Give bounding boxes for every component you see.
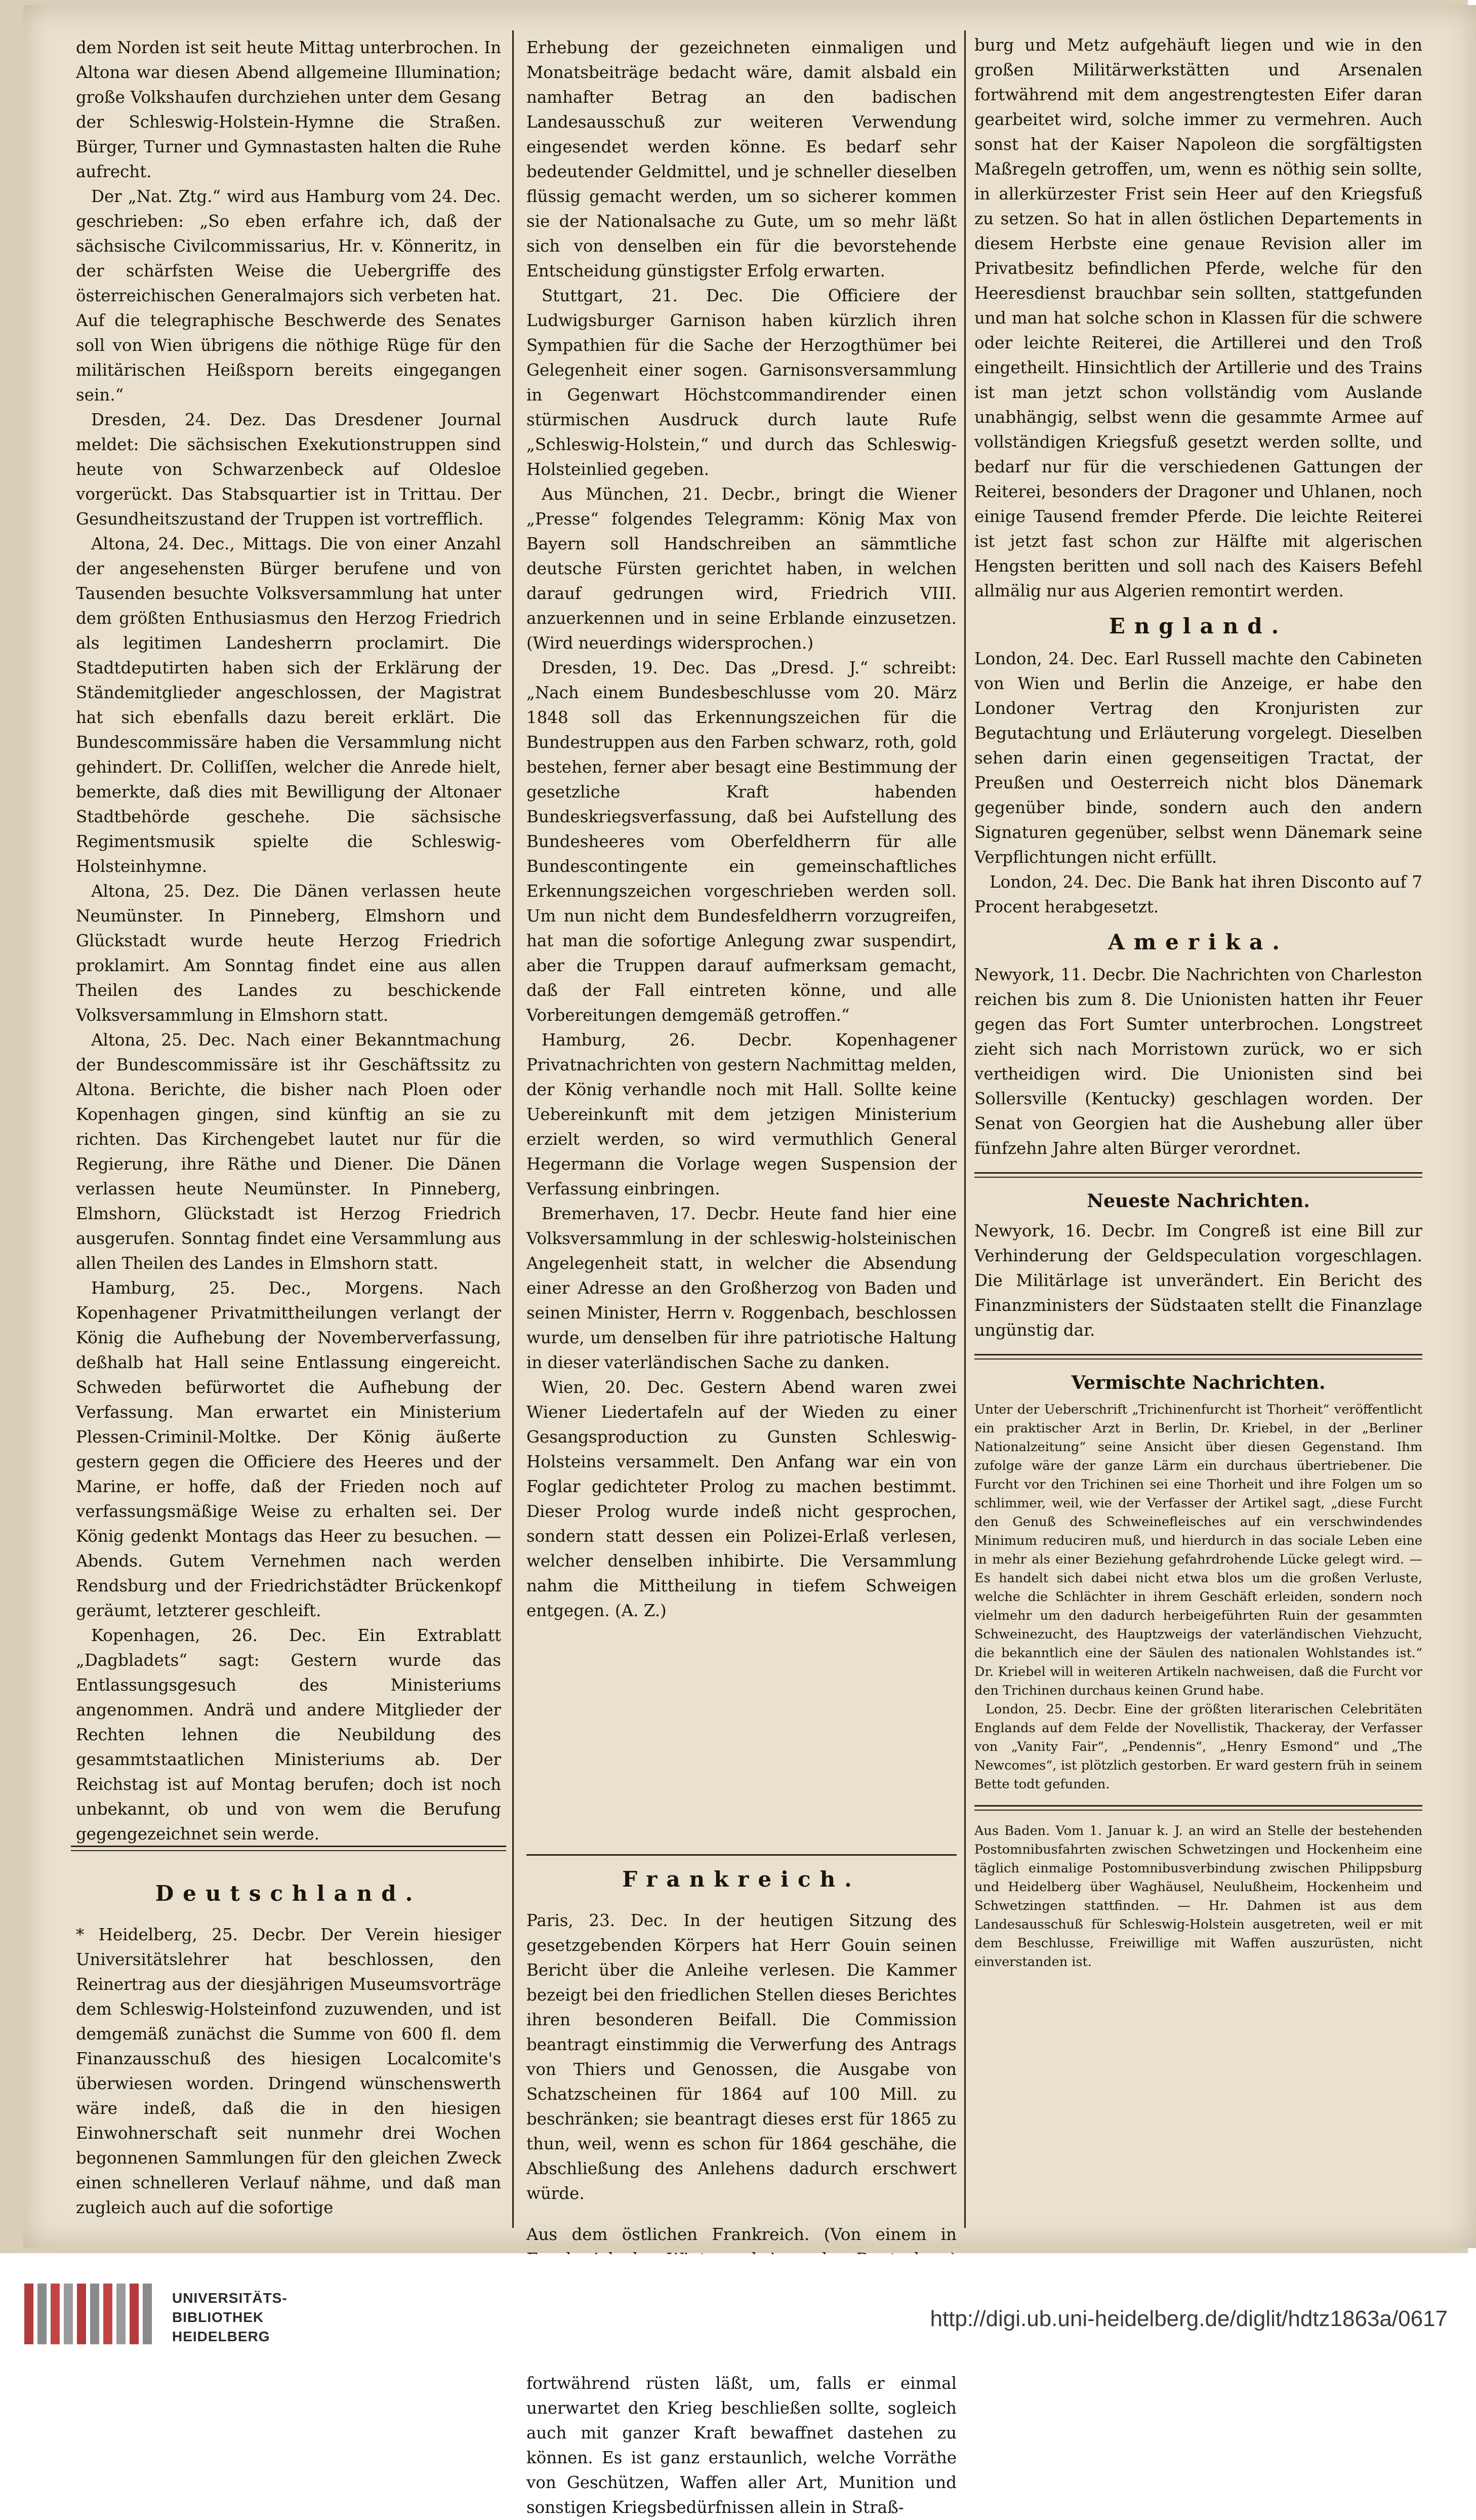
article-paragraph: Unter der Ueberschrift „Trichinenfurcht ist Thorheit“ veröffentlicht ein praktischer Arzt in Berlin, Dr. Kriebel, in der „Berliner Nationalzeitung“ seine Ansicht über diesen Gegenstand. Ihm zufolge wäre der ganze Lärm ein durchaus übertriebener. Die Furcht vor den Trichinen sei eine Thorheit und ihre Folgen um so schlimmer, weil, wie der Verfasser der Artikel sagt, „diese Furcht den Genuß des Schweinefleisches auf ein verschwindendes Minimum reduciren muß, und hierdurch in das sociale Leben eine in mehr als einer Beziehung gefahrdrohende Lücke gelegt wird. — Es handelt sich dabei nicht etwa blos um die großen Verluste, welche die Schlächter in ihrem Geschäft erleiden, sondern noch vielmehr um den dadurch herbeigeführten Ruin der gesammten Schweinezucht, des Hauptzweigs der vaterländischen Viehzucht, die bekanntlich eine der Säulen des nationalen Wohlstandes ist.“ Dr. Kriebel will in weiteren Artikeln nachweisen, daß die Furcht vor den Trichinen durchaus keinen Grund habe. [974, 1402, 1422, 1698]
article-paragraph: Bremerhaven, 17. Decbr. Heute fand hier eine Volksversammlung in der schleswig-holsteinischen Angelegenheit statt, in welcher die Absendung einer Adresse an den Großherzog von Baden und seinen Minister, Herrn v. Roggenbach, beschlossen wurde, um denselben für ihre patriotische Haltung in dieser vaterländischen Sache zu danken. [526, 1204, 957, 1372]
column-separator [964, 30, 966, 2228]
section-rule [526, 1854, 957, 1856]
section-rule [71, 1846, 506, 1851]
article-paragraph: Hamburg, 26. Decbr. Kopenhagener Privatnachrichten von gestern Nachmittag melden, der König verhandle noch mit Hall. Sollte keine Uebereinkunft mit dem jetzigen Ministerium erzielt werden, so wird vermuthlich General Hegermann die Vorlage wegen Suspension der Verfassung einbringen. [526, 1030, 957, 1198]
article-paragraph: Paris, 23. Dec. In der heutigen Sitzung des gesetzgebenden Körpers hat Herr Gouin seinen Bericht über die Anleihe verlesen. Die Kammer bezeigt bei den friedlichen Stellen dieses Berichtes ihren besonderen Beifall. Die Commission beantragt einstimmig die Verwerfung des Antrags von Thiers und Genossen, die Ausgabe von Schatzscheinen für 1864 auf 100 Mill. zu beschränken; sie beantragt dieses erst für 1865 zu thun, weil, wenn es schon für 1864 geschähe, die Abschließung des Anlehens dadurch erschwert würde. [526, 1910, 957, 2203]
section-heading-frankreich: Frankreich. [622, 1867, 861, 1892]
column-3 [974, 33, 1422, 2180]
section-rule [974, 1805, 1422, 1811]
column-1 [76, 35, 501, 1844]
article-paragraph: Dresden, 24. Dez. Das Dresdener Journal meldet: Die sächsischen Exekutionstruppen sind heute von Schwarzenbeck auf Oldesloe vorgerückt. Das Stabsquartier ist in Trittau. Der Gesundheitszustand der Truppen ist vortrefflich. [76, 410, 501, 529]
baden-block [974, 1822, 1422, 1972]
section-heading-neueste: Neueste Nachrichten. [1087, 1190, 1310, 1212]
article-paragraph: Altona, 25. Dec. Nach einer Bekanntmachung der Bundescommissäre ist ihr Geschäftssitz zu Altona. Berichte, die bisher nach Ploen oder Kopenhagen gingen, sind künftig an sie zu richten. Das Kirchengebet lautet nur für die Regierung, ihre Räthe und Diener. Die Dänen verlassen heute Neumünster. In Pinneberg, Elmshorn, Glückstadt ist Herzog Friedrich ausgerufen. Sonntag findet eine Versammlung aus allen Theilen des Landes in Elmshorn statt. [76, 1030, 501, 1273]
section-heading-england: England. [1109, 614, 1288, 638]
article-paragraph: burg und Metz aufgehäuft liegen und wie in den großen Militärwerkstätten und Arsenalen fortwährend mit dem angestrengtesten Eifer daran gearbeitet wird, solche immer zu vermehren. Auch sonst hat der Kaiser Napoleon die sorgfältigsten Maßregeln getroffen, um, wenn es nöthig sein sollte, in allerkürzester Frist sein Heer auf den Kriegsfuß zu setzen. So hat in allen östlichen Departements in diesem Herbste eine genaue Revision aller im Privatbesitz befindlichen Pferde, welche für den Heeresdienst brauchbar sein sollten, stattgefunden und man hat solche schon in Klassen für die schwere oder leichte Reiterei, die Artillerei und den Troß eingetheilt. Hinsichtlich der Artillerie und des Trains ist man jetzt schon vollständig vom Auslande unabhängig, selbst wenn die gesammte Armee auf vollständigen Kriegsfuß gesetzt werden sollte, und bedarf nur für die verschiedenen Gattungen der Reiterei, besonders der Dragoner und Uhlanen, noch einige Tausend fremder Pferde. Die leichte Reiterei ist jetzt fast schon zur Hälfte mit algerischen Hengsten beritten und soll nach des Kaisers Befehl allmälig nur aus Algerien remontirt werden. [974, 35, 1422, 601]
article-paragraph: Altona, 24. Dec., Mittags. Die von einer Anzahl der angesehensten Bürger berufene und von Tausenden besuchte Volksversammlung hat unter dem größten Enthusiasmus den Herzog Friedrich als legitimen Landesherrn proclamirt. Die Stadtdeputirten haben sich der Erklärung der Ständemitglieder angeschlossen, der Magistrat hat sich ebenfalls dazu bereit erklärt. Die Bundescommissäre haben die Versammlung nicht gehindert. Dr. Colliſſen, welcher die Anrede hielt, bemerkte, daß dies mit Bewilligung der Altonaer Stadtbehörde geschehe. Die sächsische Regimentsmusik spielte die Schleswig-Holsteinhymne. [76, 534, 501, 876]
vermischte-block [974, 1401, 1422, 1794]
article-paragraph: Dresden, 19. Dec. Das „Dresd. J.“ schreibt: „Nach einem Bundesbeschlusse vom 20. März 1848 soll das Erkennungszeichen für die Bundestruppen aus den Farben schwarz, roth, gold bestehen, ferner aber besagt eine Bestimmung der gesetzliche Kraft habenden Bundeskriegsverfassung, daß bei Aufstellung des Bundesheeres vom Oberfeldherrn für alle Bundescontingente ein gemeinschaftliches Erkennungszeichen vorgeschrieben werden soll. Um nun nicht dem Bundesfeldherrn vorzugreifen, hat man die sofortige Anlegung zwar suspendirt, aber die Truppen darauf aufmerksam gemacht, daß der Fall eintreten könne, und alle Vorbereitungen demgemäß getroffen.“ [526, 658, 957, 1025]
section-heading-deutschland: Deutschland. [155, 1881, 422, 1906]
section-rule [974, 1172, 1422, 1178]
article-paragraph: dem Norden ist seit heute Mittag unterbrochen. In Altona war diesen Abend allgemeine Illumination; große Volkshaufen durchziehen unter dem Gesang der Schleswig-Holstein-Hymne die Straßen. Bürger, Turner und Gymnastasten halten die Ruhe aufrecht. [76, 38, 501, 181]
column-2-lower [526, 1843, 957, 2517]
university-library-logo-icon [14, 2273, 166, 2354]
column-1-lower [76, 1871, 501, 2235]
section-heading-amerika: Amerika. [1108, 930, 1289, 954]
article-paragraph: Aus dem östlichen Frankreich. (Von einem in fortwährend rüsten läßt, um, falls er einmal unerwartet den Krieg beschließen sollte, sogleich auch mit ganzer Kraft bewaffnet dastehen zu können. Es ist ganz erstaunlich, welche Vorräthe von Geschützen, Waffen aller Art, Munition und sonstigen Kriegsbedürfnissen allein in Straß- [526, 2225, 957, 2517]
section-rule [974, 1354, 1422, 1359]
article-paragraph: * Heidelberg, 25. Decbr. Der Verein hiesiger Universitätslehrer hat beschlossen, den Reinertrag aus der diesjährigen Museumsvorträge dem Schleswig-Holsteinfond zuzuwenden, und ist demgemäß zunächst die Summe von 600 fl. dem Finanzausschuß des hiesigen Localcomite's überwiesen worden. Dringend wünschenswerth wäre indeß, daß die in den hiesigen Einwohnerschaft seit nunmehr drei Wochen begonnenen Sammlungen für den gleichen Zweck einen schnelleren Verlauf nähme, und daß man zugleich auch auf die sofortige [76, 1925, 501, 2217]
article-paragraph: Wien, 20. Dec. Gestern Abend waren zwei Wiener Liedertafeln auf der Wieden zu einer Gesangsproduction zu Gunsten Schleswig-Holsteins versammelt. Den Anfang war ein von Foglar gedichteter Prolog zu machen bestimmt. Dieser Prolog wurde indeß nicht gesprochen, sondern statt dessen ein Polizei-Erlaß verlesen, welcher denselben inhibirte. Die Versammlung nahm die Mittheilung in tiefem Schweigen entgegen. (A. Z.) [526, 1378, 957, 1620]
article-paragraph: Erhebung der gezeichneten einmaligen und Monatsbeiträge bedacht wäre, damit alsbald ein namhafter Betrag an den badischen Landesausschuß zur weiteren Verwendung eingesendet werden könne. Es bedarf sehr bedeutender Geldmittel, und je schneller dieselben flüssig gemacht werden, um so sicherer kommen sie der Nationalsache zu Gute, um so mehr läßt sich von denselben ein für die bevorstehende Entscheidung günstigster Erfolg erwarten. [526, 38, 957, 281]
article-paragraph: Der „Nat. Ztg.“ wird aus Hamburg vom 24. Dec. geschrieben: „So eben erfahre ich, daß der sächsische Civilcommissarius, Hr. v. Könneritz, in der schärfsten Weise die Uebergriffe des österreichischen Generalmajors sich verbeten hat. Auf die telegraphische Beschwerde des Senates soll von Wien übrigens die nöthige Rüge für den militärischen Heißsporn bereits eingegangen sein.“ [76, 187, 501, 405]
library-name [172, 2289, 288, 2346]
article-paragraph: Altona, 25. Dez. Die Dänen verlassen heute Neumünster. In Pinneberg, Elmshorn und Glückstadt wurde heute Herzog Friedrich proklamirt. Am Sonntag findet eine aus allen Theilen des Landes zu beschickende Volksversammlung in Elmshorn statt. [76, 882, 501, 1025]
article-paragraph: Kopenhagen, 26. Dec. Ein Extrablatt „Dagbladets“ sagt: Gestern wurde das Entlassungsgesuch des Ministeriums angenommen. Andrä und andere Mitglieder der Rechten lehnen die Neubildung des gesammtstaatlichen Ministeriums ab. Der Reichstag ist auf Montag berufen; doch ist noch unbekannt, ob und von wem die Berufung gegengezeichnet sein werde. [76, 1626, 501, 1844]
library-name-line: UNIVERSITÄTS- [172, 2290, 288, 2306]
source-url-link[interactable]: http://digi.ub.uni-heidelberg.de/diglit/hdtz1863a/0617 [930, 2306, 1448, 2331]
column-separator [512, 30, 514, 2228]
article-paragraph: London, 24. Dec. Earl Russell machte den Cabineten von Wien und Berlin die Anzeige, er habe den Londoner Vertrag den Kronjuristen zur Begutachtung und Erläuterung vorgelegt. Dieselben sehen darin einen gegenseitigen Tractat, der Preußen und Oesterreich nicht blos Dänemark gegenüber binde, sondern auch den andern Signaturen gegenüber, selbst wenn Dänemark seine Verpflichtungen nicht erfüllt. [974, 649, 1422, 867]
article-paragraph: Newyork, 16. Decbr. Im Congreß ist eine Bill zur Verhinderung der Geldspeculation vorgeschlagen. Die Militärlage ist unverändert. Ein Bericht des Finanzministers der Südstaaten stellt die Finanzlage ungünstig dar. [974, 1221, 1422, 1340]
article-paragraph: Hamburg, 25. Dec., Morgens. Nach Kopenhagener Privatmittheilungen verlangt der König die Aufhebung der Novemberverfassung, deßhalb hat Hall seine Entlassung eingereicht. Schweden befürwortet die Aufhebung der Verfassung. Man erwartet ein Ministerium Plessen-Criminil-Moltke. Der König äußerte gestern gegen die Officiere des Heeres und der Marine, er hoffe, daß der Frieden noch auf verfassungsmäßige Weise zu erhalten sei. Der König gedenkt Montags das Heer zu besuchen. — Abends. Gutem Vernehmen nach werden Rendsburg und der Friedrichstädter Brückenkopf geräumt, letzterer geschleift. [76, 1278, 501, 1620]
column-2 [526, 35, 957, 1838]
article-paragraph: Newyork, 11. Decbr. Die Nachrichten von Charleston reichen bis zum 8. Die Unionisten hatten ihr Feuer gegen das Fort Sumter unterbrochen. Longstreet zieht sich nach Morristown zurück, wo er sich vertheidigen wird. Die Unionisten sind bei Sollersville (Kentucky) geschlagen worden. Der Senat von Georgien hat die Aushebung aller über fünfzehn Jahre alten Bürger verordnet. [974, 965, 1422, 1158]
library-name-line: HEIDELBERG [172, 2329, 270, 2344]
article-paragraph: London, 25. Decbr. Eine der größten literarischen Celebritäten Englands auf dem Felde der Novellistik, Thackeray, der Verfasser von „Vanity Fair“, „Pendennis“, „Henry Esmond“ und „The Newcomes“, ist plötzlich gestorben. Er ward gestern früh in seinem Bette todt gefunden. [974, 1702, 1422, 1792]
article-paragraph: Aus Baden. Vom 1. Januar k. J. an wird an Stelle der bestehenden Postomnibusfahrten zwischen Schwetzingen und Hockenheim eine täglich einmalige Postomnibusverbindung zwischen Philippsburg und Heidelberg über Waghäusel, Neulußheim, Hockenheim und Schwetzingen stattfinden. — Hr. Dahmen ist aus dem Landesausschuß für Schleswig-Holstein ausgetreten, weil er mit dem Beschlusse, Freiwillige mit Waffen auszurüsten, nicht einverstanden ist. [974, 1823, 1422, 1970]
library-name-line: BIBLIOTHEK [172, 2309, 264, 2325]
article-paragraph: London, 24. Dec. Die Bank hat ihren Disconto auf 7 Procent herabgesetzt. [974, 872, 1422, 916]
article-paragraph: Stuttgart, 21. Dec. Die Officiere der Ludwigsburger Garnison haben kürzlich ihren Sympathien für die Sache der Herzogthümer bei Gelegenheit einer sogen. Garnisonsversammlung in Gegenwart Höchstcommandirender einen stürmischen Ausdruck durch laute Rufe „Schleswig-Holstein,“ und durch das Schleswig-Holsteinlied gegeben. [526, 286, 957, 479]
section-heading-vermischte: Vermischte Nachrichten. [1071, 1372, 1326, 1393]
article-paragraph: Aus München, 21. Decbr., bringt die Wiener „Presse“ folgendes Telegramm: König Max von Bayern soll Handschreiben an sämmtliche deutsche Fürsten gerichtet haben, in welchen darauf gedrungen wird, Friedrich VIII. anzuerkennen und in seine Erblande einzusetzen. (Wird neuerdings widersprochen.) [526, 485, 957, 653]
